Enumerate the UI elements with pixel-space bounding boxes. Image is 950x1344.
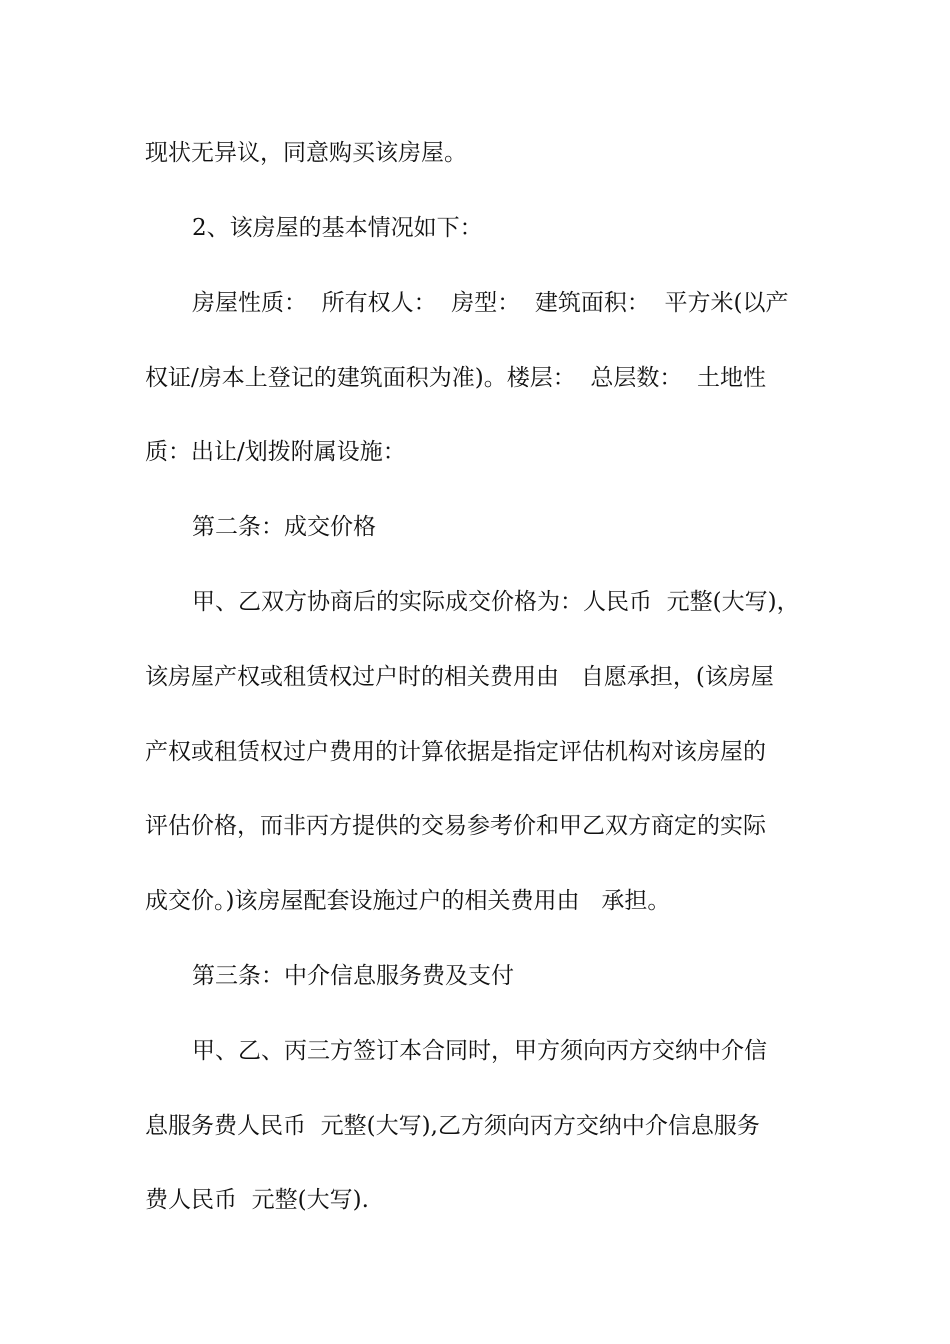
text-line: 房屋性质： 所有权人： 房型： 建筑面积： 平方米(以产 (192, 290, 789, 316)
text-line: 质：出让/划拨附属设施： (145, 439, 406, 465)
text-line: 费人民币 元整(大写). (145, 1187, 369, 1213)
text-line: 产权或租赁权过户费用的计算依据是指定评估机构对该房屋的 (145, 739, 766, 765)
text-line: 2、该房屋的基本情况如下： (192, 215, 483, 241)
text-line: 评估价格，而非丙方提供的交易参考价和甲乙双方商定的实际 (145, 813, 766, 839)
text-line: 息服务费人民币 元整(大写),乙方须向丙方交纳中介信息服务 (145, 1113, 760, 1139)
text-line: 甲、乙、丙三方签订本合同时，甲方须向丙方交纳中介信 (192, 1038, 767, 1064)
section-heading-article-2: 第二条：成交价格 (192, 514, 376, 540)
text-line: 现状无异议，同意购买该房屋。 (145, 140, 467, 166)
text-line: 成交价。)该房屋配套设施过户的相关费用由 承担。 (145, 888, 671, 914)
text-line: 权证/房本上登记的建筑面积为准)。楼层： 总层数： 土地性 (145, 365, 766, 391)
text-line: 该房屋产权或租赁权过户时的相关费用由 自愿承担，(该房屋 (145, 664, 774, 690)
text-line: 甲、乙双方协商后的实际成交价格为：人民币 元整(大写)， (192, 589, 800, 615)
section-heading-article-3: 第三条：中介信息服务费及支付 (192, 963, 514, 989)
